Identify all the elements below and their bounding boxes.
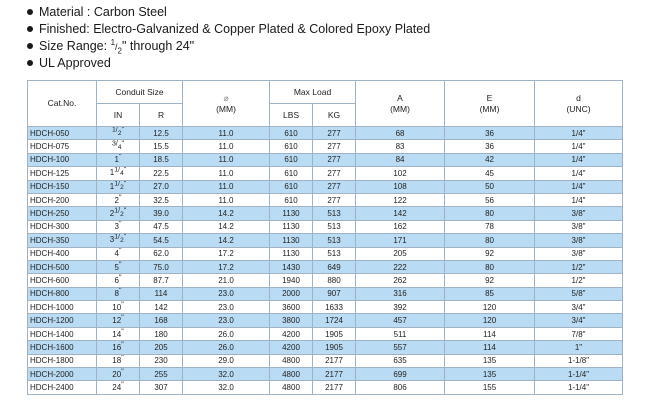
cell-r: 307: [140, 381, 183, 394]
header-e-label: E: [486, 92, 493, 103]
cell-lbs: 4800: [270, 354, 313, 367]
cell-cat-no: HDCH-125: [28, 167, 97, 180]
cell-cat-no: HDCH-500: [28, 260, 97, 273]
cell-lbs: 610: [270, 180, 313, 193]
header-max-load: Max Load: [270, 81, 356, 104]
inch-mark: ": [118, 220, 122, 228]
inch-mark: ": [123, 180, 127, 188]
header-a-label: A: [397, 92, 403, 103]
size-frac-den: 2: [120, 210, 124, 218]
size-whole: 1: [114, 155, 119, 165]
cell-in: [97, 193, 140, 206]
cell-cat-no: HDCH-200: [28, 193, 97, 206]
cell-a: 222: [356, 260, 445, 273]
cell-e: 135: [445, 368, 535, 381]
cell-phi: 11.0: [183, 153, 270, 166]
fraction-denominator: 2: [117, 46, 122, 56]
inch-mark: ": [121, 301, 124, 309]
cell-r: 15.5: [140, 140, 183, 153]
cell-kg: 1905: [313, 341, 356, 354]
cell-e: 80: [445, 260, 535, 273]
cell-lbs: 2000: [270, 287, 313, 300]
size-frac-num: 1: [114, 206, 119, 214]
table-row: [28, 234, 623, 247]
cell-d: 5/8": [535, 287, 623, 300]
cell-cat-no: HDCH-1800: [28, 354, 97, 367]
cell-phi: 23.0: [183, 301, 270, 314]
inch-mark: ": [118, 274, 122, 282]
inch-mark: ": [121, 327, 124, 335]
cell-phi: 23.0: [183, 314, 270, 327]
cell-a: 557: [356, 341, 445, 354]
cell-d: 3/8": [535, 220, 623, 233]
header-e: [445, 81, 535, 127]
cell-r: 12.5: [140, 127, 183, 140]
cell-e: 120: [445, 314, 535, 327]
header-r: R: [140, 104, 183, 127]
size-frac-slash: /: [118, 233, 121, 241]
cell-a: 171: [356, 234, 445, 247]
size-whole: 4: [114, 249, 119, 259]
cell-lbs: 4200: [270, 327, 313, 340]
cell-in: [97, 180, 140, 193]
cell-lbs: 3600: [270, 301, 313, 314]
cell-a: 108: [356, 180, 445, 193]
cell-kg: 1905: [313, 327, 356, 340]
size-whole: 24: [112, 383, 122, 393]
cell-cat-no: HDCH-400: [28, 247, 97, 260]
inch-mark: ": [118, 247, 122, 255]
header-d-unit: (UNC): [566, 103, 591, 114]
table-row: [28, 167, 623, 180]
cell-r: 87.7: [140, 274, 183, 287]
cell-lbs: 1130: [270, 234, 313, 247]
cell-in: [97, 207, 140, 220]
cell-r: 142: [140, 301, 183, 314]
size-frac-num: 3: [112, 139, 116, 147]
header-kg: KG: [313, 104, 356, 127]
cell-e: 36: [445, 140, 535, 153]
header-lbs: LBS: [270, 104, 313, 127]
cell-kg: 649: [313, 260, 356, 273]
cell-phi: 17.2: [183, 247, 270, 260]
table-row: [28, 207, 623, 220]
cell-e: 78: [445, 220, 535, 233]
cell-d: 1/4": [535, 153, 623, 166]
header-conduit-size: Conduit Size: [97, 81, 183, 104]
cell-kg: 513: [313, 234, 356, 247]
header-d: [535, 81, 623, 127]
cell-r: 62.0: [140, 247, 183, 260]
inch-mark: ": [123, 206, 127, 214]
table-row: [28, 193, 623, 206]
cell-kg: 1724: [313, 314, 356, 327]
cell-phi: 14.2: [183, 234, 270, 247]
cell-phi: 11.0: [183, 127, 270, 140]
cell-phi: 26.0: [183, 341, 270, 354]
cell-a: 262: [356, 274, 445, 287]
cell-in: [97, 247, 140, 260]
inch-mark: ": [121, 368, 124, 376]
bullet-finish: [27, 21, 430, 38]
cell-d: 3/8": [535, 234, 623, 247]
cell-e: 36: [445, 127, 535, 140]
bullet-text: UL Approved: [39, 56, 111, 70]
cell-d: 1-1/8": [535, 354, 623, 367]
table-row: [28, 127, 623, 140]
size-frac-den: 4: [120, 170, 124, 178]
cell-in: [97, 153, 140, 166]
size-whole: 8: [114, 289, 119, 299]
cell-kg: 1633: [313, 301, 356, 314]
inch-mark: ": [121, 139, 124, 147]
size-frac-slash: /: [115, 139, 118, 147]
cell-r: 75.0: [140, 260, 183, 273]
header-phi: [183, 81, 270, 127]
cell-phi: 14.2: [183, 220, 270, 233]
cell-in: [97, 341, 140, 354]
cell-in: [97, 327, 140, 340]
cell-e: 92: [445, 247, 535, 260]
cell-kg: 907: [313, 287, 356, 300]
cell-a: 162: [356, 220, 445, 233]
cell-r: 255: [140, 368, 183, 381]
cell-a: 122: [356, 193, 445, 206]
fraction-slash: /: [115, 42, 118, 52]
header-phi-unit: (MM): [216, 103, 236, 114]
cell-lbs: 610: [270, 140, 313, 153]
cell-d: 1/4": [535, 167, 623, 180]
cell-in: [97, 234, 140, 247]
bullet-dot-icon: [27, 9, 33, 15]
cell-r: 54.5: [140, 234, 183, 247]
size-frac-den: 4: [117, 143, 122, 151]
cell-a: 102: [356, 167, 445, 180]
cell-a: 635: [356, 354, 445, 367]
cell-lbs: 610: [270, 193, 313, 206]
cell-cat-no: HDCH-150: [28, 180, 97, 193]
cell-d: 1/2": [535, 260, 623, 273]
cell-r: 27.0: [140, 180, 183, 193]
size-whole: 12: [112, 316, 122, 326]
cell-e: 42: [445, 153, 535, 166]
size-frac-den: 2: [120, 183, 124, 191]
cell-e: 45: [445, 167, 535, 180]
cell-cat-no: HDCH-1400: [28, 327, 97, 340]
cell-lbs: 3800: [270, 314, 313, 327]
size-frac-num: 1: [114, 233, 119, 241]
cell-d: 1/4": [535, 193, 623, 206]
cell-a: 84: [356, 153, 445, 166]
header-in: IN: [97, 104, 140, 127]
cell-cat-no: HDCH-050: [28, 127, 97, 140]
cell-in: [97, 287, 140, 300]
cell-in: [97, 127, 140, 140]
cell-phi: 14.2: [183, 207, 270, 220]
inch-mark: ": [121, 314, 124, 322]
size-whole: 16: [112, 342, 122, 352]
cell-cat-no: HDCH-075: [28, 140, 97, 153]
cell-a: 83: [356, 140, 445, 153]
cell-a: 392: [356, 301, 445, 314]
size-whole: 3: [114, 222, 119, 232]
cell-kg: 277: [313, 180, 356, 193]
inch-mark: ": [123, 233, 127, 241]
table-row: [28, 381, 623, 394]
size-whole: 10: [112, 302, 122, 312]
table-row: [28, 180, 623, 193]
cell-kg: 880: [313, 274, 356, 287]
cell-lbs: 4200: [270, 341, 313, 354]
cell-d: 1-1/4": [535, 368, 623, 381]
cell-d: 3/4": [535, 314, 623, 327]
table-row: [28, 314, 623, 327]
cell-d: 1/4": [535, 127, 623, 140]
cell-r: 22.5: [140, 167, 183, 180]
cell-lbs: 1130: [270, 247, 313, 260]
table-row: [28, 368, 623, 381]
inch-mark: ": [118, 153, 122, 161]
inch-mark: ": [121, 354, 124, 362]
cell-phi: 11.0: [183, 140, 270, 153]
cell-in: [97, 301, 140, 314]
size-frac-slash: /: [115, 126, 118, 134]
cell-r: 18.5: [140, 153, 183, 166]
cell-cat-no: HDCH-100: [28, 153, 97, 166]
cell-e: 80: [445, 234, 535, 247]
bullet-text: Finished: Electro-Galvanized & Copper Plated & Colored Epoxy Plated: [39, 22, 431, 36]
cell-d: 1/4": [535, 140, 623, 153]
cell-kg: 2177: [313, 381, 356, 394]
header-e-unit: (MM): [479, 103, 500, 114]
cell-in: [97, 354, 140, 367]
cell-phi: 11.0: [183, 167, 270, 180]
cell-phi: 21.0: [183, 274, 270, 287]
inch-mark: ": [118, 287, 122, 295]
cell-phi: 17.2: [183, 260, 270, 273]
cell-phi: 11.0: [183, 180, 270, 193]
cell-lbs: 1130: [270, 220, 313, 233]
table-row: [28, 220, 623, 233]
cell-kg: 277: [313, 167, 356, 180]
cell-in: [97, 220, 140, 233]
cell-lbs: 610: [270, 127, 313, 140]
cell-lbs: 4800: [270, 381, 313, 394]
cell-a: 316: [356, 287, 445, 300]
inch-mark: ": [118, 260, 122, 268]
cell-a: 68: [356, 127, 445, 140]
cell-r: 230: [140, 354, 183, 367]
cell-phi: 32.0: [183, 368, 270, 381]
cell-kg: 2177: [313, 354, 356, 367]
size-whole: 18: [112, 356, 122, 366]
cell-phi: 11.0: [183, 193, 270, 206]
bullet-dot-icon: [27, 26, 33, 32]
cell-phi: 26.0: [183, 327, 270, 340]
size-whole: 3: [109, 235, 115, 245]
cell-d: 3/8": [535, 247, 623, 260]
size-whole: 20: [112, 369, 122, 379]
size-whole: 5: [114, 262, 119, 272]
cell-cat-no: HDCH-1000: [28, 301, 97, 314]
cell-kg: 2177: [313, 368, 356, 381]
cell-kg: 513: [313, 220, 356, 233]
size-whole: 1: [109, 181, 115, 191]
header-cat-no: Cat.No.: [28, 81, 97, 127]
cell-a: 806: [356, 381, 445, 394]
size-whole: 14: [112, 329, 122, 339]
cell-kg: 277: [313, 193, 356, 206]
inch-mark: ": [123, 166, 127, 174]
cell-in: [97, 140, 140, 153]
bullet-text: Material : Carbon Steel: [39, 5, 167, 19]
cell-kg: 277: [313, 153, 356, 166]
size-whole: 2: [109, 208, 115, 218]
cell-d: 3/8": [535, 207, 623, 220]
cell-kg: 277: [313, 127, 356, 140]
cell-phi: 32.0: [183, 381, 270, 394]
bullet-material: [27, 4, 430, 21]
cell-d: 1": [535, 341, 623, 354]
cell-r: 114: [140, 287, 183, 300]
table-row: [28, 327, 623, 340]
cell-a: 511: [356, 327, 445, 340]
cell-e: 155: [445, 381, 535, 394]
inch-mark: ": [121, 341, 124, 349]
table-row: [28, 260, 623, 273]
spec-table: [27, 80, 623, 395]
table-row: [28, 341, 623, 354]
cell-in: [97, 274, 140, 287]
table-header: [28, 81, 623, 127]
cell-e: 56: [445, 193, 535, 206]
cell-d: 1/4": [535, 180, 623, 193]
header-a: [356, 81, 445, 127]
size-frac-slash: /: [118, 180, 121, 188]
cell-a: 457: [356, 314, 445, 327]
header-d-label: d: [576, 92, 581, 103]
bullet-size-range: [27, 38, 430, 55]
table-row: [28, 153, 623, 166]
bullet-dot-icon: [27, 60, 33, 66]
cell-r: 205: [140, 341, 183, 354]
table-row: [28, 274, 623, 287]
bullet-dot-icon: [27, 43, 33, 49]
cell-d: 3/4": [535, 301, 623, 314]
cell-in: [97, 368, 140, 381]
cell-cat-no: HDCH-300: [28, 220, 97, 233]
cell-in: [97, 314, 140, 327]
cell-lbs: 1430: [270, 260, 313, 273]
cell-e: 92: [445, 274, 535, 287]
cell-lbs: 4800: [270, 368, 313, 381]
cell-in: [97, 381, 140, 394]
cell-r: 47.5: [140, 220, 183, 233]
cell-cat-no: HDCH-350: [28, 234, 97, 247]
size-whole: 1: [109, 168, 115, 178]
cell-cat-no: HDCH-250: [28, 207, 97, 220]
cell-phi: 29.0: [183, 354, 270, 367]
inch-mark: ": [121, 381, 124, 389]
cell-cat-no: HDCH-2000: [28, 368, 97, 381]
cell-lbs: 1940: [270, 274, 313, 287]
cell-cat-no: HDCH-1600: [28, 341, 97, 354]
cell-kg: 277: [313, 140, 356, 153]
cell-r: 32.5: [140, 193, 183, 206]
size-frac-num: 1: [114, 166, 119, 174]
bullet-suffix: " through 24": [122, 39, 195, 53]
cell-e: 50: [445, 180, 535, 193]
cell-r: 180: [140, 327, 183, 340]
cell-in: [97, 167, 140, 180]
table-body: [28, 127, 623, 395]
cell-cat-no: HDCH-600: [28, 274, 97, 287]
cell-e: 85: [445, 287, 535, 300]
fraction-numerator: 1: [110, 37, 116, 47]
cell-e: 114: [445, 327, 535, 340]
cell-a: 205: [356, 247, 445, 260]
size-frac-slash: /: [118, 206, 121, 214]
cell-kg: 513: [313, 247, 356, 260]
cell-lbs: 610: [270, 167, 313, 180]
cell-e: 120: [445, 301, 535, 314]
cell-e: 114: [445, 341, 535, 354]
size-frac-num: 1: [114, 180, 119, 188]
table-row: [28, 287, 623, 300]
cell-r: 39.0: [140, 207, 183, 220]
header-a-unit: (MM): [390, 103, 410, 114]
cell-e: 135: [445, 354, 535, 367]
cell-lbs: 1130: [270, 207, 313, 220]
cell-a: 142: [356, 207, 445, 220]
cell-in: [97, 260, 140, 273]
cell-a: 699: [356, 368, 445, 381]
size-frac-num: 1: [112, 126, 116, 134]
size-frac-den: 2: [120, 237, 124, 245]
inch-mark: ": [121, 126, 124, 134]
size-whole: 2: [114, 195, 119, 205]
cell-phi: 23.0: [183, 287, 270, 300]
cell-cat-no: HDCH-800: [28, 287, 97, 300]
cell-d: 1/2": [535, 274, 623, 287]
cell-r: 168: [140, 314, 183, 327]
spec-bullet-list: [27, 4, 430, 72]
cell-lbs: 610: [270, 153, 313, 166]
size-frac-slash: /: [118, 166, 121, 174]
inch-mark: ": [118, 193, 122, 201]
table-row: [28, 247, 623, 260]
size-whole: 6: [114, 275, 119, 285]
cell-cat-no: HDCH-2400: [28, 381, 97, 394]
table-row: [28, 140, 623, 153]
bullet-ul: [27, 55, 430, 72]
size-frac-den: 2: [117, 130, 122, 138]
cell-kg: 513: [313, 207, 356, 220]
cell-d: 1-1/4": [535, 381, 623, 394]
cell-e: 80: [445, 207, 535, 220]
cell-d: 7/8": [535, 327, 623, 340]
table-row: [28, 301, 623, 314]
table-row: [28, 354, 623, 367]
bullet-prefix: Size Range:: [39, 39, 111, 53]
cell-cat-no: HDCH-1200: [28, 314, 97, 327]
phi-icon: ⌀: [223, 92, 229, 103]
